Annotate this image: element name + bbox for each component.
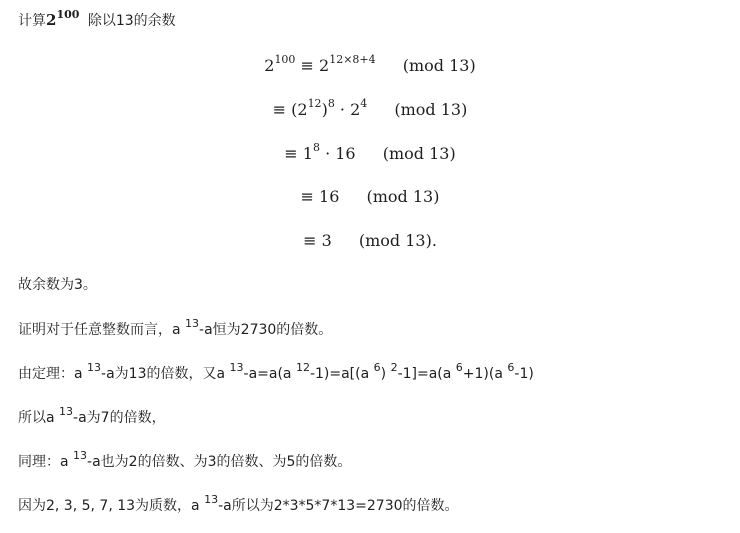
step1-p4: -1)=a[(a xyxy=(309,366,374,382)
eq3-expr-a: 1 xyxy=(302,144,313,163)
step3-pre: 同理：a xyxy=(18,454,74,470)
intro-suffix: 除以13的余数 xyxy=(87,13,176,29)
eq1-rhs-exp: 12×8+4 xyxy=(329,53,376,66)
eq2-mod: (mod 13) xyxy=(394,100,468,119)
eq4-expr: 16 xyxy=(319,187,340,206)
equation-line-4 xyxy=(0,186,740,208)
step1-e1: 13 xyxy=(87,361,102,374)
step1-p1: 由定理：a xyxy=(18,366,88,382)
proof-claim xyxy=(18,317,333,340)
step1-p2: -a为13的倍数，又a xyxy=(101,366,230,382)
equation-line-2 xyxy=(0,99,740,121)
step4-post: -a所以为2*3*5*7*13=2730的倍数。 xyxy=(218,498,459,514)
eq1-mod: (mod 13) xyxy=(402,56,476,75)
problem-statement xyxy=(18,10,176,31)
eq4-mod: (mod 13) xyxy=(366,187,440,206)
step1-p8: -1) xyxy=(514,366,534,382)
intro-prefix: 计算 xyxy=(18,13,46,29)
step4-exp: 13 xyxy=(204,493,219,506)
eq1-rhs-base: 2 xyxy=(319,56,330,75)
proof-step-1 xyxy=(18,361,534,384)
claim-post: -a恒为2730的倍数。 xyxy=(199,322,333,338)
eq2-expr-a-exp: 12 xyxy=(307,97,322,110)
eq2-expr-a: (2 xyxy=(291,100,308,119)
step1-p6: -1]=a(a xyxy=(397,366,456,382)
step2-exp: 13 xyxy=(59,405,74,418)
equation-line-1 xyxy=(0,55,740,77)
step3-exp: 13 xyxy=(73,449,88,462)
step2-pre: 所以a xyxy=(18,410,60,426)
intro-base: 2 xyxy=(46,11,57,29)
step1-p7: +1)(a xyxy=(462,366,508,382)
proof-step-3 xyxy=(18,449,352,472)
eq4-rel: ≡ xyxy=(300,187,314,206)
step1-e7: 6 xyxy=(507,361,515,374)
step1-p5: ) xyxy=(380,366,391,382)
eq2-expr-c: · 2 xyxy=(339,100,361,119)
eq1-lhs-base: 2 xyxy=(264,56,275,75)
conclusion-text: 故余数为3。 xyxy=(18,277,97,293)
eq2-rel: ≡ xyxy=(272,100,287,119)
proof-step-2 xyxy=(18,405,166,428)
step1-e6: 6 xyxy=(455,361,463,374)
eq3-rel: ≡ xyxy=(284,144,298,163)
eq5-mod: (mod 13). xyxy=(358,231,437,250)
step1-e3: 12 xyxy=(295,361,310,374)
equation-line-5 xyxy=(0,230,740,252)
eq5-expr: 3 xyxy=(321,231,332,250)
step4-pre: 因为2, 3, 5, 7, 13为质数，a xyxy=(18,498,205,514)
step2-post: -a为7的倍数， xyxy=(73,410,166,426)
eq3-mod: (mod 13) xyxy=(382,144,456,163)
eq1-rel: ≡ xyxy=(300,56,314,75)
eq5-rel: ≡ xyxy=(303,231,317,250)
intro-exponent: 100 xyxy=(56,8,80,21)
eq2-expr-b-exp: 8 xyxy=(327,97,335,110)
eq1-lhs-exp: 100 xyxy=(274,53,296,66)
step1-e5: 2 xyxy=(390,361,398,374)
step1-p3: -a=a(a xyxy=(243,366,296,382)
proof-step-4 xyxy=(18,493,459,516)
eq2-expr-b: ) xyxy=(321,100,328,119)
step1-e2: 13 xyxy=(229,361,244,374)
step3-post: -a也为2的倍数、为3的倍数、为5的倍数。 xyxy=(87,454,352,470)
equation-line-3 xyxy=(0,143,740,165)
eq2-expr-c-exp: 4 xyxy=(360,97,368,110)
step1-e4: 6 xyxy=(373,361,381,374)
claim-pre: 证明对于任意整数而言，a xyxy=(18,322,186,338)
claim-exp: 13 xyxy=(185,317,200,330)
eq3-expr-b: · 16 xyxy=(325,144,356,163)
eq3-expr-a-exp: 8 xyxy=(312,141,320,154)
